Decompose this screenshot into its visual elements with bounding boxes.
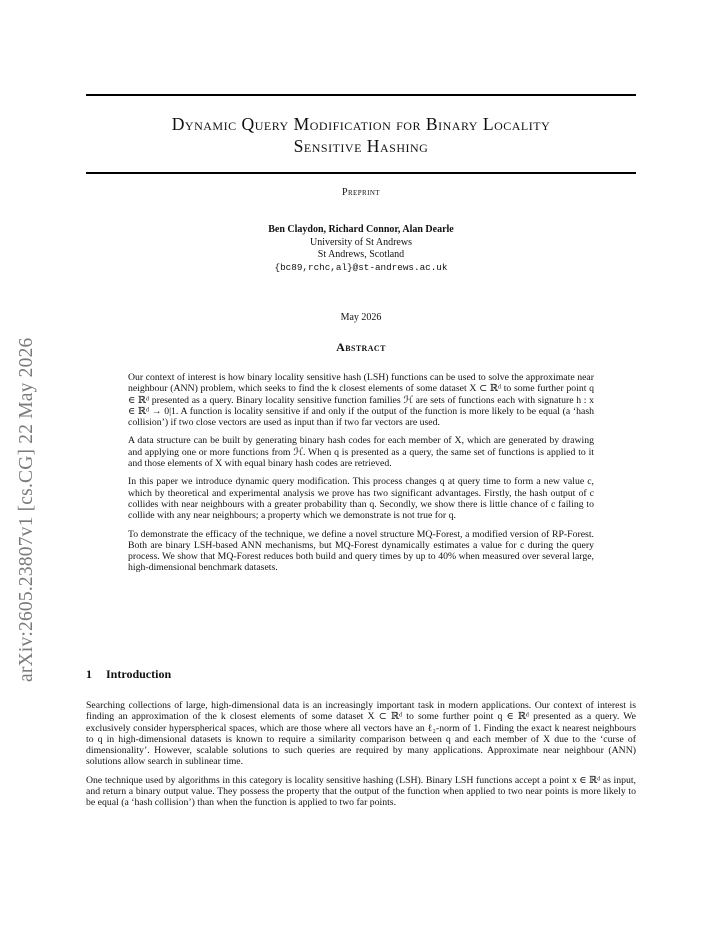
section-heading-introduction (86, 667, 171, 682)
abstract-paragraph: In this paper we introduce dynamic query modification. This process changes q at query time to form a new value c, which by theoretical and experimental analysis we prove has two significant advantages. Firstly, the hash output of c collides with near neighbours with a greater probability than q. Secondly, we show there is little chance of c failing to collide with any near neighbours; a property which we demonstrate is not true for q. (128, 476, 594, 522)
abstract-paragraph: A data structure can be built by generating binary hash codes for each member of X, which are generated by drawing and applying one or more functions from ℋ. When q is presented as a query, the same set of functions is applied to it and those elements of X with equal binary hash codes are retrieved. (128, 435, 594, 470)
section-title: Introduction (106, 667, 172, 681)
author-affiliation: University of St Andrews (310, 236, 412, 248)
title-line-2: Sensitive Hashing (293, 136, 429, 156)
author-location: St Andrews, Scotland (317, 249, 405, 260)
section-number: 1 (86, 667, 92, 681)
abstract-paragraph: To demonstrate the efficacy of the technique, we define a novel structure MQ-Forest, a modified version of RP-Forest. Both are binary LSH-based ANN mechanisms, but MQ-Forest dynamically estimates a value for c during the query process. We show that MQ-Forest reduces both build and query times by up to 40% when measured over several large, high-dimensional benchmark datasets. (128, 528, 594, 574)
abstract-heading: Abstract (336, 340, 386, 354)
preprint-label: Preprint (342, 187, 380, 198)
author-email: {bc89,rchc,al}@st-andrews.ac.uk (274, 261, 448, 273)
introduction-paragraph: One technique used by algorithms in this category is locality sensitive hashing (LSH). Binary LSH functions accept a point x ∈ ℝᵈ as input, and return a binary output value. They possess the property that the output of the function when applied to two near points is more likely to be equal (a ‘hash collision’) than when the function is applied to two far points. (86, 774, 636, 809)
author-block (86, 224, 636, 274)
title-line-1: Dynamic Query Modification for Binary Locality (171, 114, 551, 134)
abstract-paragraph: Our context of interest is how binary locality sensitive hash (LSH) functions can be used to solve the approximate near neighbour (ANN) problem, which seeks to find the k closest elements of some dataset X ⊂ ℝᵈ to some further point q ∈ ℝᵈ presented as a query. Binary locality sensitive function families ℋ are sets of functions each with signature h : x ∈ ℝᵈ → 0|1. A function is locality sensitive if and only if the output of the function is more likely to be equal (a ‘hash collision’) if two close vectors are used as input than if two far vectors are used. (128, 372, 594, 429)
introduction-paragraph: Searching collections of large, high-dimensional data is an increasingly important task in modern applications. Our context of interest is finding an approximation of the k closest elements of some dataset X ⊂ ℝᵈ to some further point q ∈ ℝᵈ presented as a query. We exclusively consider hyperspherical spaces, which are those where all vectors have an ℓ₂-norm of 1. Finding the exact k nearest neighbours to q in high-dimensional datasets is known to require a similarity comparison between q and each member of X due to the ‘curse of dimensionality’. However, scalable solutions to such queries are required by many applications. Approximate near neighbour (ANN) solutions allow search in sublinear time. (86, 700, 636, 768)
title-top-rule (86, 94, 636, 96)
arxiv-identifier-stamp: arXiv:2605.23807v1 [cs.CG] 22 May 2026 (16, 337, 37, 682)
paper-title (86, 113, 636, 157)
title-bottom-rule (86, 172, 636, 174)
introduction-body (86, 700, 636, 816)
abstract-body (128, 372, 594, 581)
author-names: Ben Claydon, Richard Connor, Alan Dearle (268, 224, 454, 235)
publication-date: May 2026 (340, 312, 382, 323)
